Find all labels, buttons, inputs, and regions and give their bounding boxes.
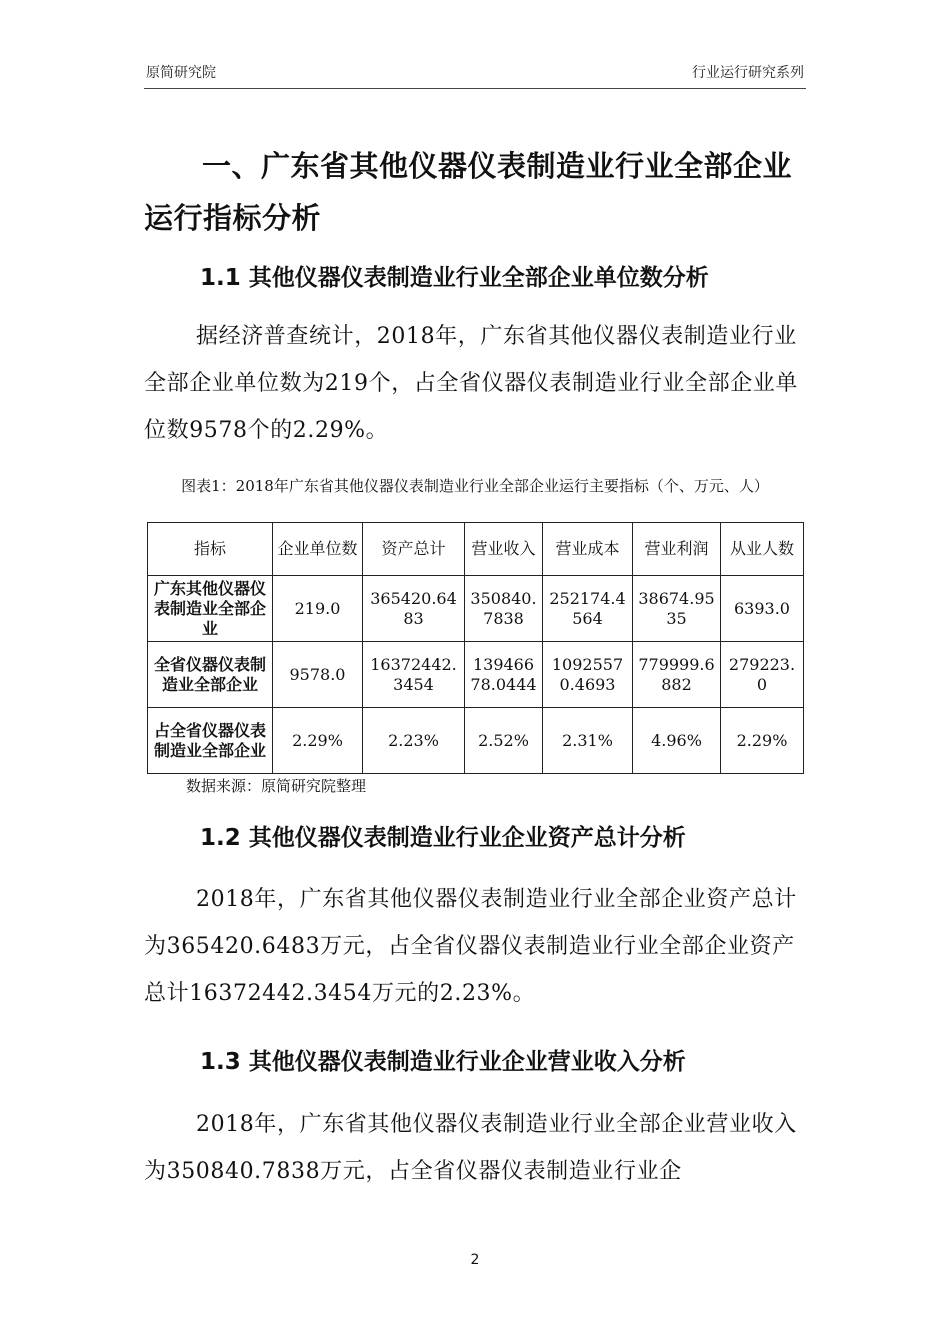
section-body-1-3: 2018年，广东省其他仪器仪表制造业行业全部企业营业收入为350840.7838万元，占全省仪器仪表制造业行业企: [144, 1112, 797, 1184]
header-org: 原简研究院: [146, 65, 216, 81]
table-row: [148, 708, 804, 774]
table-cell: 2.29%: [721, 708, 804, 774]
table-cell: 9578.0: [273, 642, 363, 708]
table-cell: 2.52%: [465, 708, 543, 774]
section-heading-1-3: 1.3 其他仪器仪表制造业行业企业营业收入分析: [200, 1049, 686, 1075]
column-header: 营业收入: [465, 523, 543, 576]
table-cell: 16372442.3454: [363, 642, 465, 708]
page-number: 2: [470, 1252, 480, 1268]
section-heading-1-2: 1.2 其他仪器仪表制造业行业企业资产总计分析: [200, 825, 686, 851]
table-cell: 365420.6483: [363, 576, 465, 642]
indicator-table: [147, 522, 804, 774]
column-header: 资产总计: [363, 523, 465, 576]
row-label: 广东其他仪器仪表制造业全部企业: [148, 576, 273, 642]
table-source: 数据来源：原简研究院整理: [186, 777, 367, 795]
table-cell: 2.31%: [543, 708, 633, 774]
table-row: [148, 576, 804, 642]
table-cell: 10925570.4693: [543, 642, 633, 708]
table-cell: 779999.6882: [633, 642, 721, 708]
header-rule: [144, 88, 806, 89]
section-body-1-1: 据经济普查统计，2018年，广东省其他仪器仪表制造业行业全部企业单位数为219个，占全省仪器仪表制造业行业全部企业单位数9578个的2.29%。: [144, 324, 798, 443]
column-header: 企业单位数: [273, 523, 363, 576]
table-cell: 252174.4564: [543, 576, 633, 642]
table-header-row: [148, 523, 804, 576]
header-series: 行业运行研究系列: [692, 65, 804, 81]
table-caption: 图表1：2018年广东省其他仪器仪表制造业行业全部企业运行主要指标（个、万元、人）: [181, 477, 769, 495]
column-header: 从业人数: [721, 523, 804, 576]
section-heading-1-1: 1.1 其他仪器仪表制造业行业全部企业单位数分析: [200, 265, 709, 291]
table-cell: 6393.0: [721, 576, 804, 642]
table-row: [148, 642, 804, 708]
section-body-1-2: 2018年，广东省其他仪器仪表制造业行业全部企业资产总计为365420.6483万元，占全省仪器仪表制造业行业全部企业资产总计16372442.3454万元的2.23%。: [144, 887, 797, 1006]
table-cell: 350840.7838: [465, 576, 543, 642]
column-header: 指标: [148, 523, 273, 576]
chapter-title: 一、广东省其他仪器仪表制造业行业全部企业运行指标分析: [144, 149, 793, 235]
table-cell: 4.96%: [633, 708, 721, 774]
table-cell: 38674.9535: [633, 576, 721, 642]
table-cell: 219.0: [273, 576, 363, 642]
table-cell: 2.23%: [363, 708, 465, 774]
table-cell: 13946678.0444: [465, 642, 543, 708]
column-header: 营业成本: [543, 523, 633, 576]
column-header: 营业利润: [633, 523, 721, 576]
row-label: 占全省仪器仪表制造业全部企业: [148, 708, 273, 774]
row-label: 全省仪器仪表制造业全部企业: [148, 642, 273, 708]
table-cell: 2.29%: [273, 708, 363, 774]
table-cell: 279223.0: [721, 642, 804, 708]
